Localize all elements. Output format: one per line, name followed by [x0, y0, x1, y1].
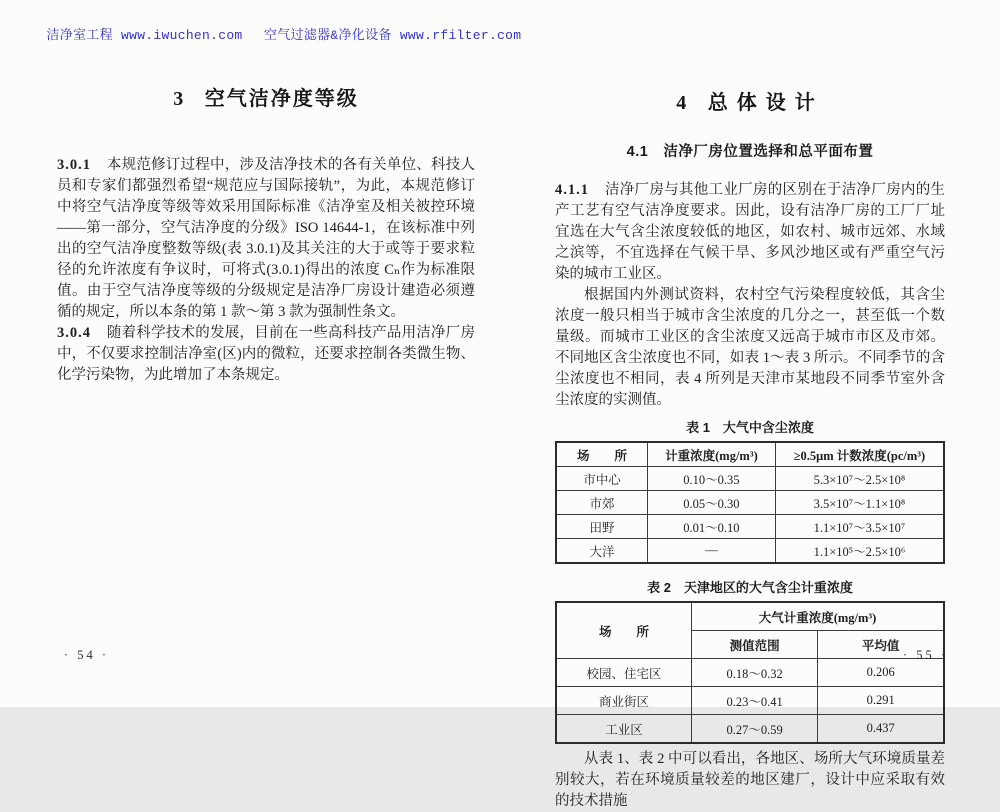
table-cell: 校园、住宅区: [556, 659, 692, 687]
table-1: [555, 441, 945, 564]
paragraph-conclusion: 从表 1、表 2 中可以看出，各地区、场所大气环境质量差别较大，若在环境质量较差的地区建厂，设计中应采取有效的技术措施: [555, 751, 945, 809]
watermark-text: 洁净室工程 www.iwuchen.com 空气过滤器&净化设备 www.rfilter.com: [46, 28, 522, 43]
chapter-3-heading: [57, 82, 475, 111]
page-right: [555, 86, 945, 812]
chapter-4-heading: [555, 86, 945, 115]
table-cell: 商业街区: [556, 687, 692, 715]
table-header-cell: 平均值: [818, 631, 944, 659]
table-cell: 0.437: [818, 715, 944, 744]
table-cell: 3.5×10⁷～1.1×10⁸: [775, 491, 944, 515]
table-2-caption: 表 2 天津地区的大气含尘计重浓度: [647, 580, 853, 595]
table-cell: 0.10～0.35: [648, 467, 776, 491]
page-number-left: · 54 ·: [64, 648, 110, 662]
table-cell: —: [648, 539, 776, 564]
table-cell: 大洋: [556, 539, 648, 564]
table-cell: 0.18～0.32: [692, 659, 818, 687]
chapter-number: 3: [173, 88, 184, 110]
table-header-cell: 大气计重浓度(mg/m³): [692, 602, 944, 631]
section-3-0-4: [57, 323, 475, 386]
chapter-number: 4: [676, 92, 687, 114]
table-row: [556, 659, 944, 687]
table-cell: 0.27～0.59: [692, 715, 818, 744]
table-header-cell: 场 所: [556, 442, 648, 467]
table-cell: 5.3×10⁷～2.5×10⁸: [775, 467, 944, 491]
table-row: [556, 491, 944, 515]
section-number: 3.0.4: [57, 325, 91, 341]
table-row: [556, 467, 944, 491]
table-header-cell: ≥0.5μm 计数浓度(pc/m³): [775, 442, 944, 467]
table-1-header-row: [556, 442, 944, 467]
section-number: 3.0.1: [57, 157, 91, 173]
table-cell: 工业区: [556, 715, 692, 744]
table-cell: 0.05～0.30: [648, 491, 776, 515]
page-number-right: · 55 ·: [903, 648, 949, 662]
table-1-caption: 表 1 大气中含尘浓度: [686, 420, 814, 435]
table-cell: 0.291: [818, 687, 944, 715]
table-cell: 市中心: [556, 467, 648, 491]
table-row: [556, 539, 944, 564]
table-cell: 田野: [556, 515, 648, 539]
section-text: 洁净厂房与其他工业厂房的区别在于洁净厂房内的生产工艺有空气洁净度要求。因此，设有洁净厂房的工厂厂址宜选在大气含尘浓度较低的地区，如农村、城市远郊、水域之滨等，不宜选择在气候干旱、多风沙地区或有严重空气污染的城市工业区。: [555, 182, 946, 282]
table-row: [556, 515, 944, 539]
table-header-cell: 场 所: [556, 602, 692, 659]
page-left: [57, 82, 475, 386]
table-header-cell: 计重浓度(mg/m³): [648, 442, 776, 467]
watermark-header: [14, 9, 521, 58]
table-header-cell: 测值范围: [692, 631, 818, 659]
table-cell: 0.23～0.41: [692, 687, 818, 715]
table-cell: 1.1×10⁵～2.5×10⁶: [775, 539, 944, 564]
chapter-title: 总体设计: [707, 92, 824, 114]
paragraph-dust-survey: 根据国内外测试资料，农村空气污染程度较低，其含尘浓度一般只相当于城市含尘浓度的几分之一，甚至低一个数量级。而城市工业区的含尘浓度又远高于城市市区及市郊。不同地区含尘浓度也不同，如表 1～表 3 所示。不同季节的含尘浓度也不相同，表 4 所列是天津市某地段不同季节室外含尘浓度的实测值。: [555, 287, 945, 408]
table-cell: 0.206: [818, 659, 944, 687]
table-cell: 1.1×10⁷～3.5×10⁷: [775, 515, 944, 539]
table-2-header-row: [556, 602, 944, 631]
section-3-0-1: [57, 155, 475, 323]
section-text: 本规范修订过程中，涉及洁净技术的各有关单位、科技人员和专家们都强烈希望“规范应与国际接轨”，为此，本规范修订中将空气洁净度等级等效采用国际标准《洁净室及相关被控环境——第一部分，空气洁净度的分级》ISO 14644-1，在该标准中列出的空气洁净度整数等级(表 3.0.1)及其关注的大于或等于要求粒径的允许浓度有争议时，可将式(3.0.1)得出的浓度 Cₙ作为标准限值。由于空气洁净度等级的分级规定是洁净厂房设计建造必须遵循的规定，所以本条的第 1 款～第 3 款为强制性条文。: [57, 157, 476, 320]
table-row: [556, 687, 944, 715]
section-text: 随着科学技术的发展，目前在一些高科技产品用洁净厂房中，不仅要求控制洁净室(区)内的微粒，还要求控制各类微生物、化学污染物，为此增加了本条规定。: [57, 325, 476, 383]
section-number: 4.1.1: [555, 182, 589, 198]
section-4-1-heading: 4.1 洁净厂房位置选择和总平面布置: [626, 144, 874, 160]
table-cell: 市郊: [556, 491, 648, 515]
chapter-title: 空气洁净度等级: [204, 88, 359, 110]
table-2: [555, 601, 945, 744]
section-4-1-1: [555, 180, 945, 285]
table-cell: 0.01～0.10: [648, 515, 776, 539]
table-row: [556, 715, 944, 744]
